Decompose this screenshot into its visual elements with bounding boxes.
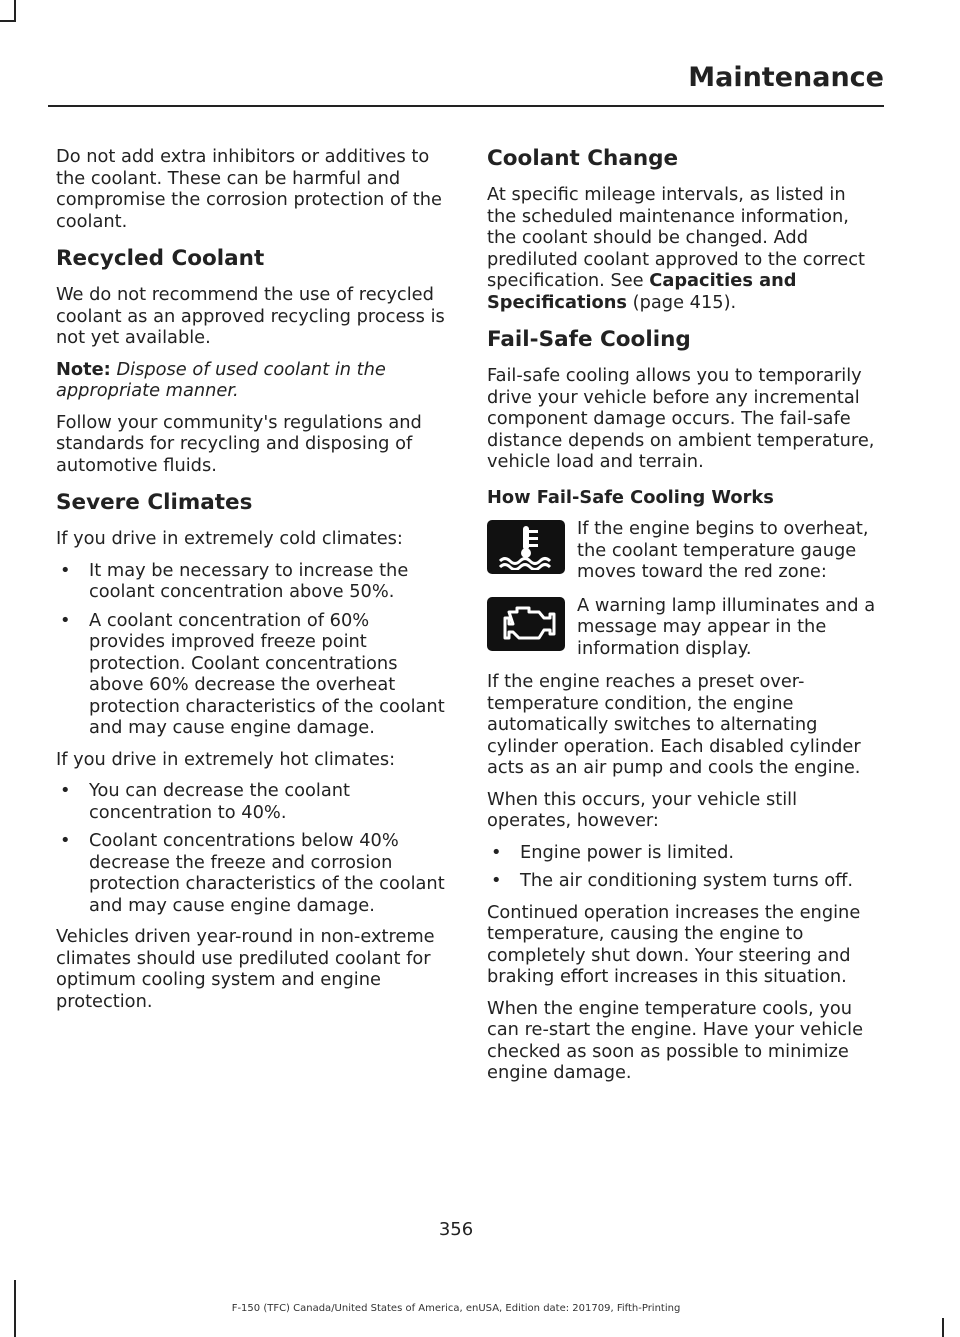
right-column — [487, 146, 879, 1094]
icon-row-engine — [487, 595, 879, 660]
crop-mark — [0, 20, 16, 22]
paragraph-recycled: We do not recommend the use of recycled coolant as an approved recycling process is not yet available. — [56, 284, 445, 348]
list-hot — [56, 780, 448, 916]
page-number: 356 — [438, 1219, 474, 1240]
paragraph-continued: Continued operation increases the engine temperature, causing the engine to completely shut down. Your steering and braking effort increases in this situation. — [487, 901, 861, 987]
list-item: • A coolant concentration of 60% provides improved freeze point protection. Coolant concentrations above 60% decrease the overheat protection characteristics of the coolant and may cause engine damage. — [56, 610, 448, 739]
paragraph-change — [487, 184, 879, 313]
list-item: • It may be necessary to increase the coolant concentration above 50%. — [56, 560, 448, 603]
paragraph-cold: If you drive in extremely cold climates: — [56, 528, 403, 549]
left-column — [56, 146, 448, 1022]
paragraph-vehicles: Vehicles driven year-round in non-extreme climates should use prediluted coolant for optimum cooling system and engine protection. — [56, 926, 435, 1012]
heading-recycled-coolant: Recycled Coolant — [56, 246, 265, 271]
paragraph-cools: When the engine temperature cools, you can re-start the engine. Have your vehicle checked as soon as possible to minimize engine damage. — [487, 997, 864, 1083]
paragraph-failsafe: Fail-safe cooling allows you to temporarily drive your vehicle before any incremental component damage occurs. The fail-safe distance depends on ambient temperature, vehicle load and terrain. — [487, 365, 875, 472]
list-item: • The air conditioning system turns off. — [487, 870, 879, 892]
list-item: • Coolant concentrations below 40% decrease the freeze and corrosion protection characteristics of the coolant and may cause engine damage. — [56, 830, 448, 916]
header-divider — [48, 105, 884, 107]
paragraph-follow: Follow your community's regulations and standards for recycling and disposing of automotive fluids. — [56, 411, 422, 476]
heading-coolant-change: Coolant Change — [487, 146, 679, 171]
note-label: Note: — [56, 358, 111, 380]
paragraph-when: When this occurs, your vehicle still operates, however: — [487, 788, 798, 831]
note-text: Dispose of used coolant in the appropriate manner. — [56, 358, 386, 401]
note — [56, 359, 448, 402]
list-cold — [56, 560, 448, 739]
heading-how-fail-safe-works: How Fail-Safe Cooling Works — [487, 486, 774, 508]
page-title: Maintenance — [688, 62, 884, 93]
list-item: • Engine power is limited. — [487, 842, 879, 864]
check-engine-icon — [487, 597, 565, 651]
coolant-temperature-icon — [487, 520, 565, 574]
change-page-ref: (page 415). — [627, 291, 737, 313]
icon-text-engine: A warning lamp illuminates and a message may appear in the information display. — [577, 594, 876, 659]
paragraph-reaches: If the engine reaches a preset over-temperature condition, the engine automatically switches to alternating cylinder operation. Each disabled cylinder acts as an air pump and cools the engine. — [487, 671, 861, 778]
heading-fail-safe-cooling: Fail-Safe Cooling — [487, 327, 691, 352]
paragraph-inhibitors: Do not add extra inhibitors or additives to the coolant. These can be harmful and compromise the corrosion protection of the coolant. — [56, 146, 442, 232]
change-text: At specific mileage intervals, as listed in the scheduled maintenance information, the coolant should be changed. Add prediluted coolant approved to the correct specification. See — [487, 184, 865, 291]
list-operates — [487, 842, 879, 892]
heading-severe-climates: Severe Climates — [56, 490, 253, 515]
icon-row-coolant — [487, 518, 879, 583]
xref-capacities-link[interactable]: Capacities and Specifications — [487, 270, 797, 313]
icon-text-coolant: If the engine begins to overheat, the coolant temperature gauge moves toward the red zone: — [577, 518, 869, 582]
crop-mark — [942, 1318, 944, 1337]
paragraph-hot: If you drive in extremely hot climates: — [56, 748, 396, 770]
list-item: • You can decrease the coolant concentration to 40%. — [56, 780, 448, 823]
footer-edition: F-150 (TFC) Canada/United States of America, enUSA, Edition date: 201709, Fifth-Printing — [231, 1303, 681, 1314]
crop-mark — [14, 0, 16, 22]
